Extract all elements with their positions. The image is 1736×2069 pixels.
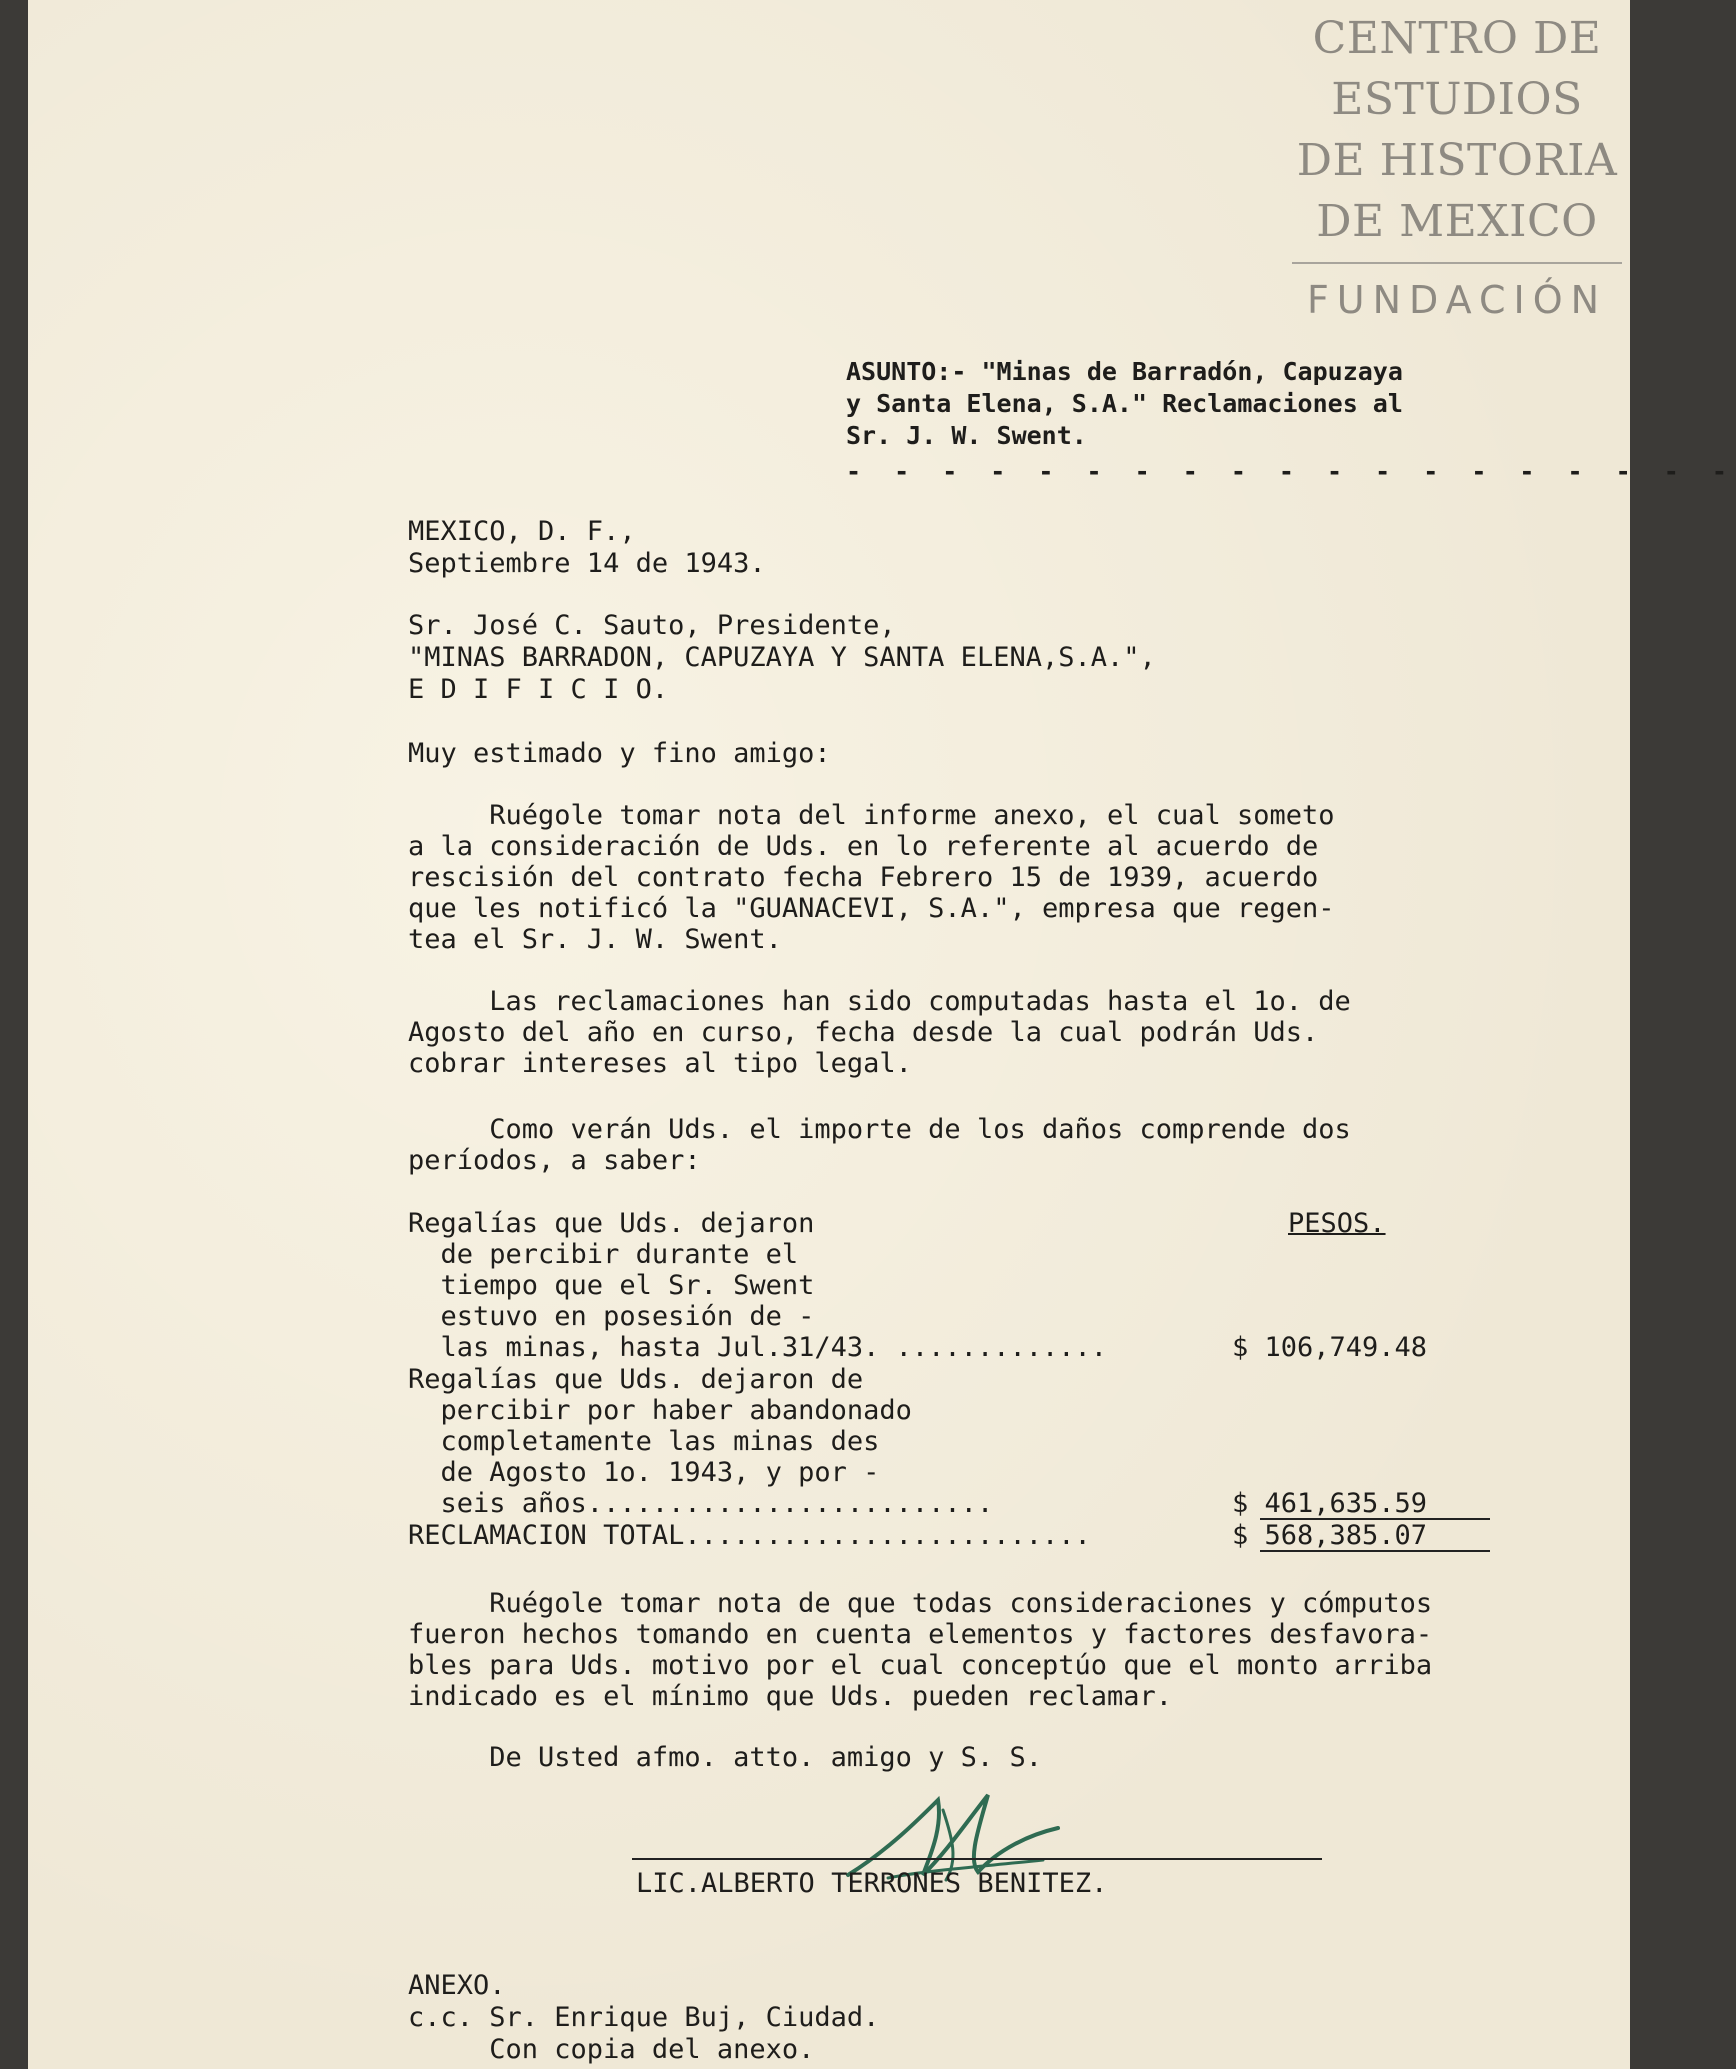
currency-header: PESOS. (1288, 1208, 1386, 1239)
stamp-line-3: DE HISTORIA (1296, 135, 1618, 186)
subject-line-3: Sr. J. W. Swent. (846, 421, 1087, 450)
recipient-line-1: Sr. José C. Sauto, Presidente, (408, 610, 896, 641)
claim-item-line: percibir por haber abandonado (408, 1395, 912, 1426)
date: Septiembre 14 de 1943. (408, 548, 766, 579)
stamp-line-4: DE MEXICO (1316, 196, 1598, 247)
claim-item-line: seis años......................... (408, 1488, 994, 1519)
paragraph-line: rescisión del contrato fecha Febrero 15 de 1939, acuerdo (408, 862, 1319, 893)
signer-name: LIC.ALBERTO TERRONES BENITEZ. (636, 1868, 1108, 1899)
claim-item-1 (408, 1208, 1107, 1363)
stamp-foundation: FUNDACIÓN (1306, 278, 1608, 322)
salutation: Muy estimado y fino amigo: (408, 738, 831, 769)
paragraph-line: Las reclamaciones han sido computadas hasta el 1o. de (408, 986, 1351, 1017)
paragraph-line: a la consideración de Uds. en lo referente al acuerdo de (408, 831, 1319, 862)
paragraph-line: Ruégole tomar nota del informe anexo, el cual someto (408, 800, 1335, 831)
paragraph-4 (408, 1588, 1432, 1712)
paragraph-3 (408, 1114, 1351, 1176)
place: MEXICO, D. F., (408, 516, 636, 547)
paragraph-line: períodos, a saber: (408, 1145, 701, 1176)
paragraph-line: cobrar intereses al tipo legal. (408, 1048, 912, 1079)
cc-line-2: Con copia del anexo. (408, 2034, 815, 2065)
stamp-line-1: CENTRO DE (1312, 13, 1602, 64)
claim-item-line: estuvo en posesión de - (408, 1301, 815, 1332)
claim-item-line: de percibir durante el (408, 1239, 799, 1270)
subject-line-1: ASUNTO:- "Minas de Barradón, Capuzaya (846, 357, 1403, 386)
annex-label: ANEXO. (408, 1970, 506, 2001)
paragraph-line: Como verán Uds. el importe de los daños comprende dos (408, 1114, 1351, 1145)
paragraph-1 (408, 800, 1335, 955)
paragraph-line: que les notificó la "GUANACEVI, S.A.", empresa que regen- (408, 893, 1335, 924)
claim-item-line: las minas, hasta Jul.31/43. ............. (408, 1332, 1107, 1363)
signature-line (632, 1858, 1322, 1860)
total-rule (1260, 1550, 1490, 1552)
total-label: RECLAMACION TOTAL......................... (408, 1520, 1091, 1551)
total-amount: $ 568,385.07 (1232, 1520, 1428, 1551)
paragraph-line: bles para Uds. motivo por el cual conceptúo que el monto arriba (408, 1650, 1433, 1681)
paragraph-line: indicado es el mínimo que Uds. pueden reclamar. (408, 1681, 1173, 1712)
claim-item-2 (408, 1364, 993, 1519)
claim-item-1-amount: $ 106,749.48 (1232, 1332, 1428, 1363)
document-page (28, 0, 1736, 2069)
stamp-divider (1292, 262, 1622, 264)
claim-item-line: Regalías que Uds. dejaron de (408, 1364, 864, 1395)
stamp-line-2: ESTUDIOS (1331, 74, 1583, 125)
closing: De Usted afmo. atto. amigo y S. S. (408, 1742, 1042, 1773)
paragraph-line: Ruégole tomar nota de que todas consideraciones y cómputos (408, 1588, 1433, 1619)
archive-stamp (1292, 8, 1622, 322)
paragraph-line: tea el Sr. J. W. Swent. (408, 924, 782, 955)
claim-item-line: de Agosto 1o. 1943, y por - (408, 1457, 880, 1488)
paragraph-line: fueron hechos tomando en cuenta elementos y factores desfavora- (408, 1619, 1433, 1650)
claim-item-2-amount: $ 461,635.59 (1232, 1488, 1428, 1519)
paragraph-line: Agosto del año en curso, fecha desde la cual podrán Uds. (408, 1017, 1319, 1048)
subject-line-2: y Santa Elena, S.A." Reclamaciones al (846, 389, 1403, 418)
recipient-line-2: "MINAS BARRADON, CAPUZAYA Y SANTA ELENA,S.A.", (408, 642, 1156, 673)
cc-line-1: c.c. Sr. Enrique Buj, Ciudad. (408, 2002, 880, 2033)
claim-item-line: completamente las minas des (408, 1426, 880, 1457)
recipient-line-3: E D I F I C I O. (408, 674, 669, 705)
claim-item-line: Regalías que Uds. dejaron (408, 1208, 815, 1239)
subject-block (846, 356, 1736, 488)
paragraph-2 (408, 986, 1351, 1079)
claim-item-line: tiempo que el Sr. Swent (408, 1270, 815, 1301)
subject-dashes: - - - - - - - - - - - - - - - - - - - (846, 457, 1736, 486)
